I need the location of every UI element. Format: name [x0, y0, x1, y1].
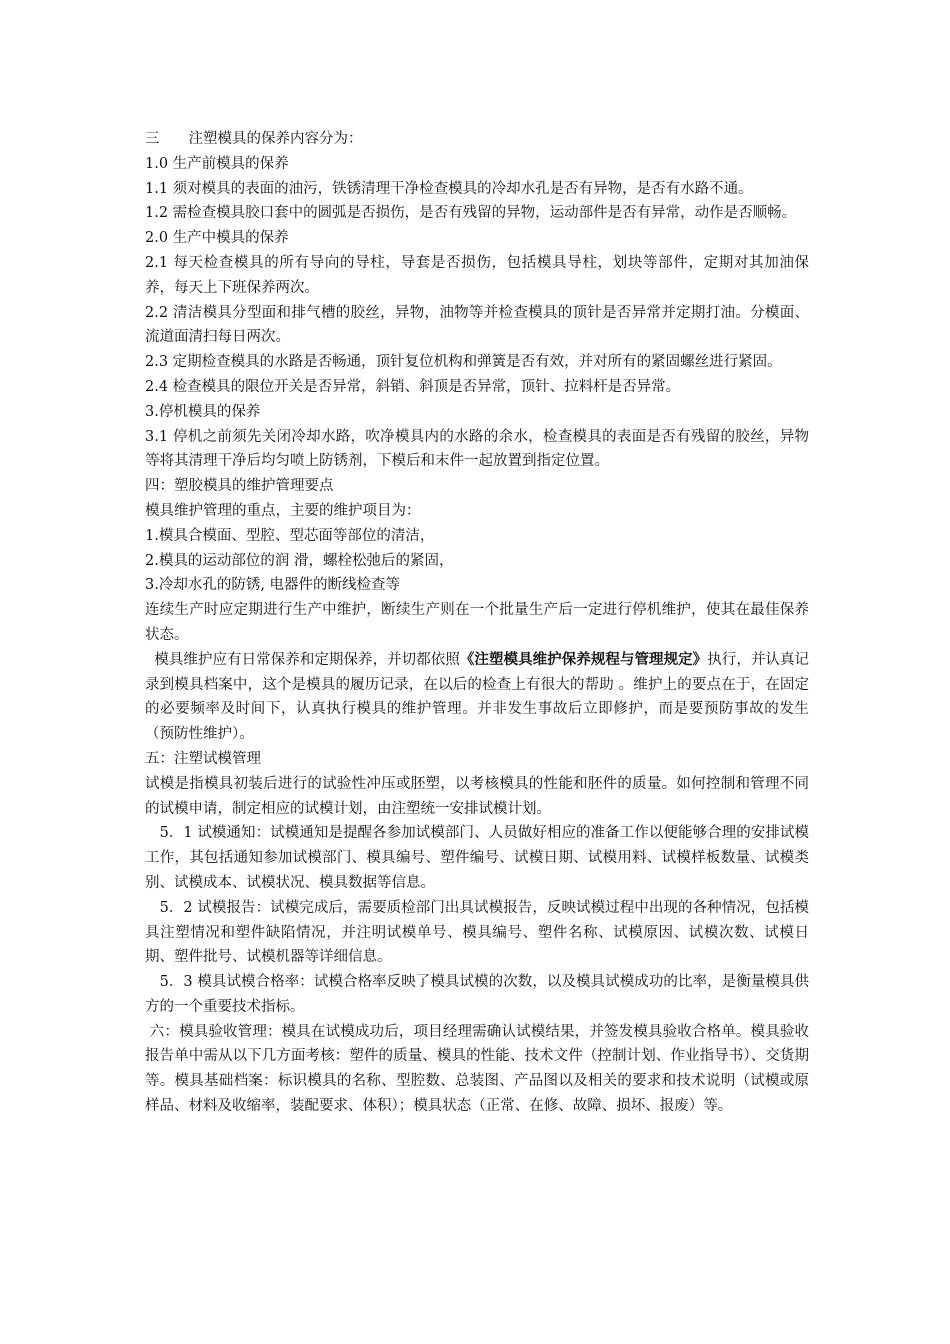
paragraph-continuous-production: 连续生产时应定期进行生产中维护，断续生产则在一个批量生产后一定进行停机维护，使其在最佳保养状态。 — [145, 602, 809, 643]
paragraph-maintenance-intro: 模具维护管理的重点，主要的维护项目为： — [145, 502, 421, 519]
subheading-1-0: 1.0 生产前模具的保养 — [145, 155, 289, 172]
paragraph-2-3: 2.3 定期检查模具的水路是否畅通，顶针复位机构和弹簧是否有效，并对所有的紧固螺丝进行紧固。 — [145, 354, 782, 371]
rules-text-before: 模具维护应有日常保养和定期保养，并切都依照 — [145, 651, 460, 668]
list-item-3: 3.冷却水孔的防锈, 电器件的断线检查等 — [145, 577, 401, 594]
section-heading-3: 三 注塑模具的保养内容分为： — [145, 131, 363, 147]
rules-title-bold: 《注塑模具维护保养规程与管理规定》 — [459, 650, 708, 668]
section-heading-6: 六：模具验收管理：模具在试模成功后，项目经理需确认试模结果，并签发模具验收合格单。模具验收报告单中需从以下几方面考核：塑件的质量、模具的性能、技术文件（控制计划、作业指导书）、交货期等。模具基础档案：标识模具的名称、型腔数、总装图、产品图以及相关的要求和技术说明（试模或原样品、材料及收缩率，装配要求、体积）；模具状态（正常、在修、故障、损坏、报废）等。 — [145, 1023, 809, 1115]
paragraph-2-4: 2.4 检查模具的限位开关是否异常，斜销、斜顶是否异常，顶针、拉料杆是否异常。 — [145, 378, 681, 395]
list-item-1: 1.模具合模面、型腔、型芯面等部位的清洁， — [145, 527, 435, 544]
rules-text-after: 执行，并认真记录到模具档案中，这个是模具的履历记录，在以后的检查上有很大的帮助 。维护上的要点在于，在固定的必要频率及时间下，认真执行模具的维护管理。并非发生事故后立即修护，而是要预防事故的发生（预防性维护）。 — [145, 651, 810, 743]
paragraph-1-1: 1.1 须对模具的表面的油污，铁锈清理干净检查模具的冷却水孔是否有异物，是否有水路不通。 — [145, 180, 753, 197]
paragraph-5-3: 5．3 模具试模合格率：试模合格率反映了模具试模的次数，以及模具试模成功的比率，是衡量模具供方的一个重要技术指标。 — [145, 974, 809, 1015]
subheading-2-0: 2.0 生产中模具的保养 — [145, 230, 289, 247]
paragraph-5-2: 5．2 试模报告：试模完成后，需要质检部门出具试模报告，反映试模过程中出现的各种情况，包括模具注塑情况和塑件缺陷情况，并注明试模单号、模具编号、塑件名称、试模原因、试模次数、试模日期、塑件批号、试模机器等详细信息。 — [145, 899, 809, 966]
paragraph-maintenance-rules — [145, 648, 809, 747]
paragraph-2-1: 2.1 每天检查模具的所有导向的导柱，导套是否损伤，包括模具导柱，划块等部件，定期对其加油保养，每天上下班保养两次。 — [145, 254, 809, 296]
paragraph-trial-definition: 试模是指模具初装后进行的试验性冲压或胚塑，以考核模具的性能和胚件的质量。如何控制和管理不同的试模申请，制定相应的试模计划，由注塑统一安排试模计划。 — [145, 775, 809, 817]
paragraph-5-1: 5．1 试模通知：试模通知是提醒各参加试模部门、人员做好相应的准备工作以便能够合理的安排试模工作，其包括通知参加试模部门、模具编号、塑件编号、试模日期、试模用料、试模样板数量、试模类别、试模成本、试模状况、模具数据等信息。 — [145, 825, 809, 891]
section-heading-4: 四：塑胶模具的维护管理要点 — [145, 478, 334, 495]
paragraph-3-1: 3.1 停机之前须先关闭冷却水路，吹净模具内的水路的余水，检查模具的表面是否有残留的胶丝，异物等将其清理干净后均匀喷上防锈剂，下模后和末件一起放置到指定位置。 — [145, 428, 809, 470]
paragraph-1-2: 1.2 需检查模具胶口套中的圆弧是否损伤，是否有残留的异物，运动部件是否有异常，动作是否顺畅。 — [145, 205, 797, 222]
subheading-3: 3.停机模具的保养 — [145, 403, 261, 420]
list-item-2: 2.模具的运动部位的润 滑，螺栓松弛后的紧固， — [145, 552, 454, 569]
section-heading-5: 五：注塑试模管理 — [145, 750, 261, 767]
paragraph-2-2: 2.2 清洁模具分型面和排气槽的胶丝，异物，油物等并检查模具的顶针是否异常并定期打油。分模面、流道面清扫每日两次。 — [145, 304, 809, 346]
document-body — [145, 127, 809, 1119]
